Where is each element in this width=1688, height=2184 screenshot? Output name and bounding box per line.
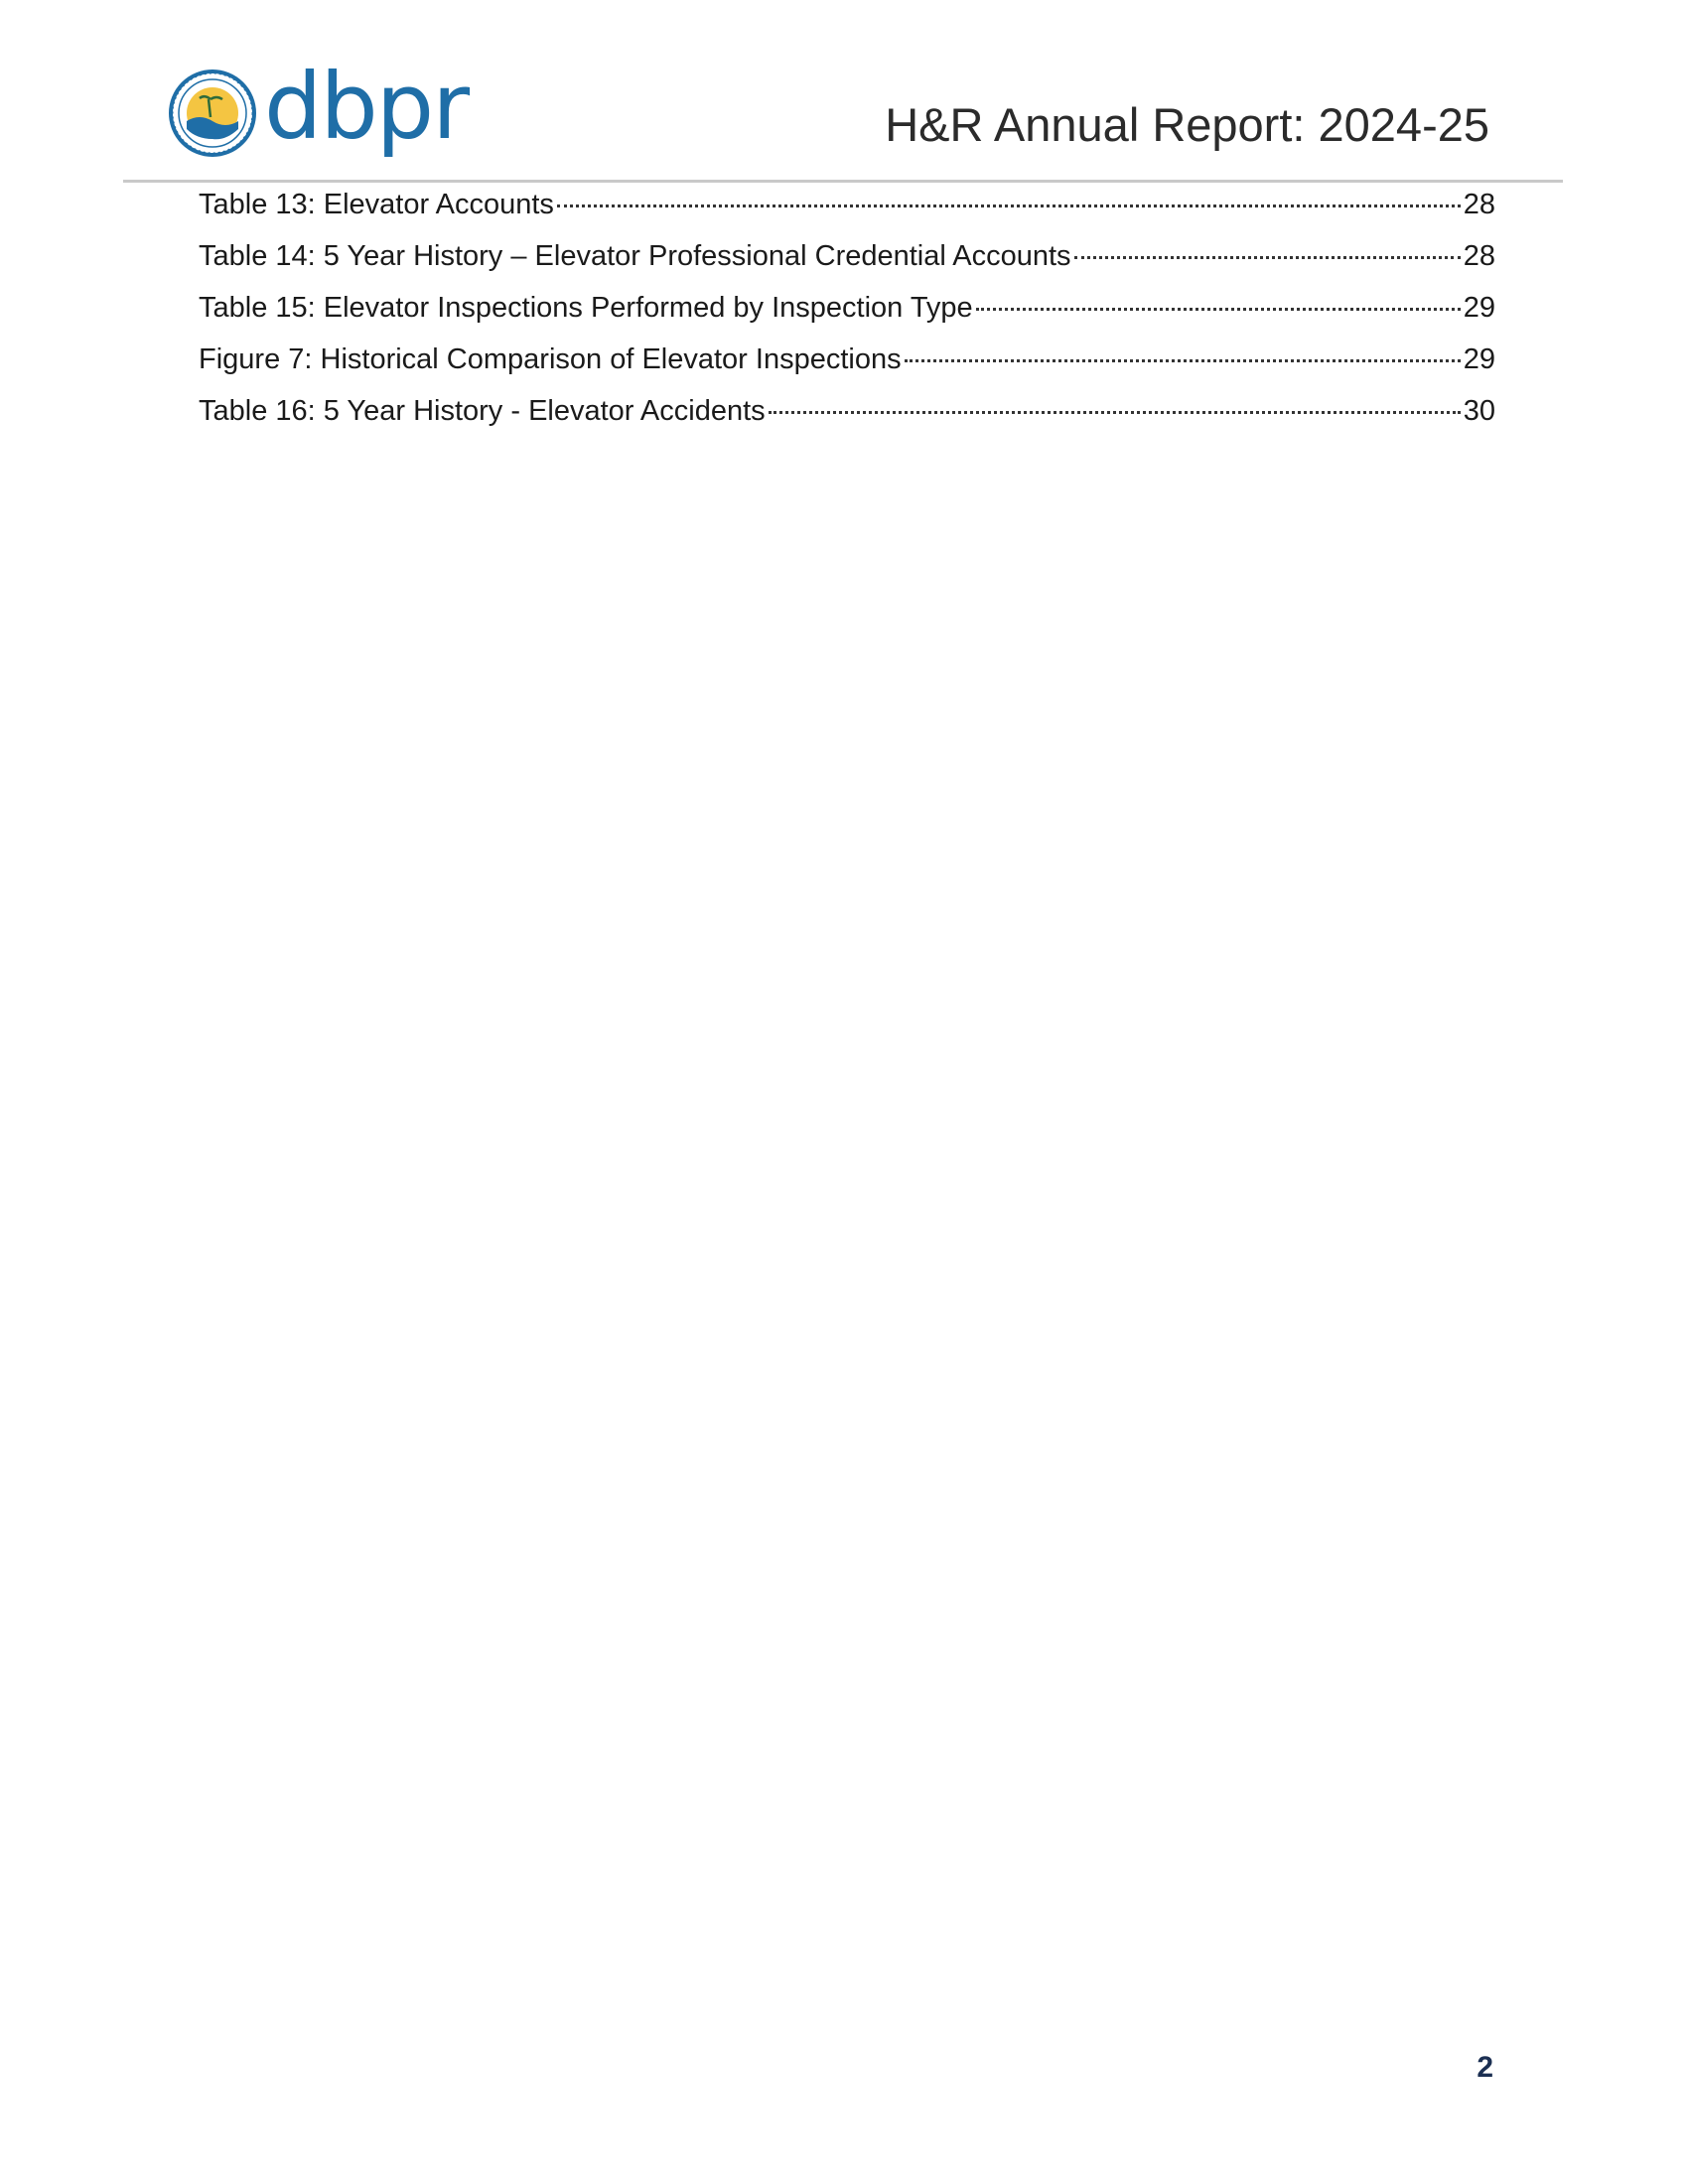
- toc-entry-title: Table 13: Elevator Accounts: [199, 189, 554, 220]
- toc-entry[interactable]: [199, 286, 1495, 338]
- toc-entry-page: 28: [1463, 240, 1495, 272]
- toc-entry-page: 30: [1463, 395, 1495, 427]
- toc-dot-leader: [976, 308, 1461, 311]
- page-number: 2: [1477, 2051, 1493, 2084]
- toc-entry-page: 28: [1463, 189, 1495, 220]
- toc-entry-page: 29: [1463, 292, 1495, 324]
- dbpr-logo: [169, 54, 469, 160]
- table-of-figures: [199, 183, 1495, 441]
- toc-dot-leader: [769, 411, 1461, 414]
- toc-entry-title: Table 15: Elevator Inspections Performed by Inspection Type: [199, 292, 973, 324]
- toc-entry-title: Table 14: 5 Year History – Elevator Professional Credential Accounts: [199, 240, 1071, 272]
- report-title: H&R Annual Report: 2024-25: [885, 98, 1489, 151]
- toc-dot-leader: [1074, 256, 1461, 259]
- page-header: [0, 0, 1688, 189]
- toc-dot-leader: [557, 205, 1461, 207]
- toc-entry[interactable]: [199, 338, 1495, 389]
- toc-entry-title: Table 16: 5 Year History - Elevator Accidents: [199, 395, 766, 427]
- toc-dot-leader: [905, 359, 1461, 362]
- logo-wordmark: dbpr: [264, 54, 469, 160]
- toc-entry[interactable]: [199, 183, 1495, 234]
- toc-entry-title: Figure 7: Historical Comparison of Elevator Inspections: [199, 343, 902, 375]
- dbpr-seal-icon: [169, 69, 256, 157]
- toc-entry[interactable]: [199, 234, 1495, 286]
- toc-entry[interactable]: [199, 389, 1495, 441]
- toc-entry-page: 29: [1463, 343, 1495, 375]
